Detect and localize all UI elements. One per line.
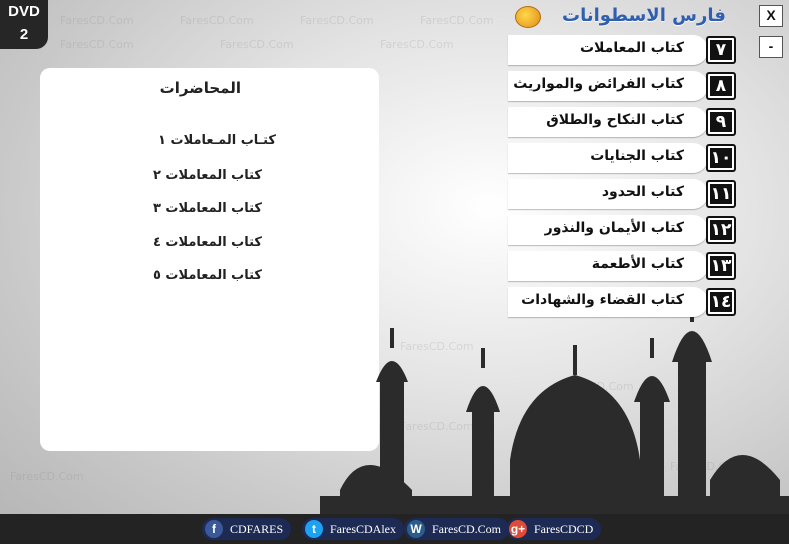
lecture-item[interactable]: كتـاب المـعاملات ١ bbox=[158, 133, 276, 148]
google-plus-icon: g+ bbox=[510, 522, 526, 536]
twitter-label: FaresCDAlex bbox=[330, 522, 396, 536]
watermark-text: FaresCD.Com bbox=[380, 38, 454, 51]
book-number-badge bbox=[706, 216, 736, 244]
watermark-text: FaresCD.Com bbox=[420, 14, 494, 27]
book-number-badge bbox=[706, 144, 736, 172]
book-item-label: كتاب الحدود bbox=[601, 184, 684, 200]
book-item-label: كتاب الفرائض والمواريث bbox=[513, 76, 684, 92]
app-title: فارس الاسطوانات bbox=[562, 5, 726, 26]
watermark-text: FaresCD.Com bbox=[300, 14, 374, 27]
book-item-14[interactable] bbox=[508, 287, 736, 317]
twitter-link[interactable] bbox=[302, 518, 404, 540]
lecture-item[interactable]: كتاب المعاملات ٥ bbox=[152, 268, 262, 283]
dvd-label: DVD bbox=[8, 3, 40, 20]
facebook-link[interactable] bbox=[202, 518, 291, 540]
mosque-silhouette bbox=[320, 300, 789, 514]
lecture-item[interactable]: كتاب المعاملات ٢ bbox=[152, 168, 262, 183]
book-item-label: كتاب الجنايات bbox=[590, 148, 684, 164]
facebook-label: CDFARES bbox=[230, 522, 284, 536]
minimize-button[interactable]: - bbox=[759, 36, 783, 58]
book-number-badge bbox=[706, 180, 736, 208]
watermark-text: FaresCD.Com bbox=[60, 38, 134, 51]
close-button[interactable]: X bbox=[759, 5, 783, 27]
book-number: ١٢ bbox=[710, 220, 732, 240]
book-item-label: كتاب الأطعمة bbox=[591, 256, 684, 272]
google-plus-label: FaresCDCD bbox=[534, 522, 594, 536]
app-logo bbox=[515, 6, 541, 28]
wordpress-icon: W bbox=[407, 520, 425, 538]
panel-title: المحاضرات bbox=[159, 79, 241, 97]
book-number: ١٠ bbox=[710, 148, 732, 168]
book-item-11[interactable] bbox=[508, 179, 736, 209]
dvd-number: 2 bbox=[19, 26, 29, 43]
book-item-8[interactable] bbox=[508, 71, 736, 101]
book-number: ٩ bbox=[710, 112, 732, 132]
book-item-10[interactable] bbox=[508, 143, 736, 173]
watermark-text: FaresCD.Com bbox=[220, 38, 294, 51]
twitter-icon: t bbox=[305, 520, 323, 538]
dvd-badge bbox=[0, 0, 48, 49]
book-item-7[interactable] bbox=[508, 35, 736, 65]
book-item-13[interactable] bbox=[508, 251, 736, 281]
watermark-text: FaresCD.Com bbox=[10, 470, 84, 483]
wordpress-link[interactable] bbox=[404, 518, 509, 540]
book-item-label: كتاب النكاح والطلاق bbox=[546, 112, 684, 128]
google-plus-link[interactable] bbox=[506, 518, 601, 540]
watermark-text: FaresCD.Com bbox=[400, 420, 474, 433]
book-number: ٧ bbox=[710, 40, 732, 60]
facebook-icon: f bbox=[205, 520, 223, 538]
watermark-text: FaresCD.Com bbox=[670, 460, 744, 473]
book-item-label: كتاب الأيمان والنذور bbox=[544, 220, 684, 236]
book-item-label: كتاب المعاملات bbox=[579, 40, 684, 56]
watermark-text: FaresCD.Com bbox=[180, 14, 254, 27]
book-item-label: كتاب القضاء والشهادات bbox=[521, 292, 684, 308]
book-number-badge bbox=[706, 108, 736, 136]
book-number: ١٣ bbox=[710, 256, 732, 276]
lecture-item[interactable]: كتاب المعاملات ٤ bbox=[152, 235, 262, 250]
book-number-badge bbox=[706, 288, 736, 316]
watermark-text: FaresCD.Com bbox=[400, 340, 474, 353]
book-number-badge bbox=[706, 36, 736, 64]
book-item-12[interactable] bbox=[508, 215, 736, 245]
watermark-text: FaresCD.Com bbox=[60, 14, 134, 27]
book-number: ١١ bbox=[710, 184, 732, 204]
book-item-9[interactable] bbox=[508, 107, 736, 137]
book-number-badge bbox=[706, 252, 736, 280]
book-number: ٨ bbox=[710, 76, 732, 96]
book-number: ١٤ bbox=[710, 292, 732, 312]
lecture-item[interactable]: كتاب المعاملات ٣ bbox=[152, 201, 262, 216]
book-number-badge bbox=[706, 72, 736, 100]
wordpress-label: FaresCD.Com bbox=[432, 522, 501, 536]
